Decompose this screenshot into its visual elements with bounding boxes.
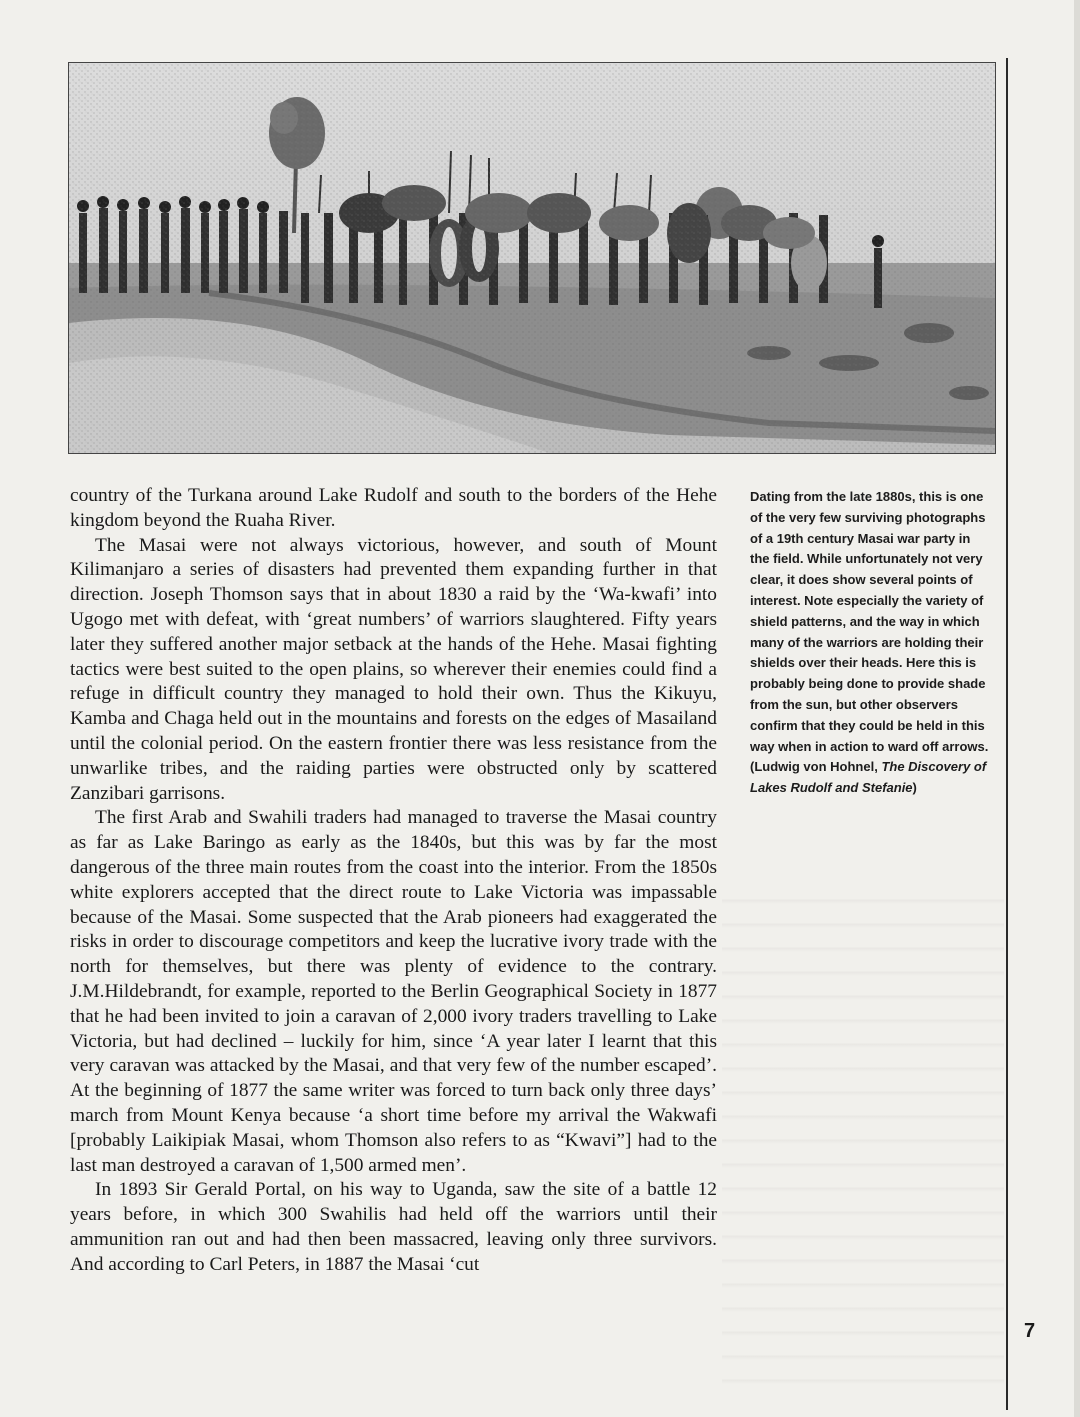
page-edge (1074, 0, 1080, 1417)
body-paragraph-1: country of the Turkana around Lake Rudolf and south to the borders of the Hehe kingdom beyond the Ruaha River. (70, 485, 717, 531)
margin-rule (1006, 58, 1008, 1410)
caption-book-title: The Discovery of Lakes Rudolf and Stefanie (750, 759, 987, 796)
body-paragraph-2: The Masai were not always victorious, however, and south of Mount Kilimanjaro a series of disasters had prevented them expanding further in that direction. Joseph Thomson says that in about 1830 a raid by the ‘Wa-kwafi’ into Ugogo met with defeat, with ‘great numbers’ of warriors slaughtered. Fifty years later they suffered another major setback at the hands of the Hehe. Masai fighting tactics were best suited to the open plains, so wherever their enemies could find a refuge in difficult country they managed to hold their own. Thus the Kikuyu, Kamba and Chaga held out in the mountains and forests on the edges of Masailand until the colonial period. On the eastern frontier there was less resistance from the unwarlike tribes, and the raiding parties were obstructed only by scattered Zanzibari garrisons. (70, 534, 717, 804)
body-text (70, 484, 717, 1278)
caption-close: ) (912, 780, 917, 796)
body-paragraph-4: In 1893 Sir Gerald Portal, on his way to Uganda, saw the site of a battle 12 years before, in which 300 Swahilis had held off the warriors until their ammunition ran out and had then been massacred, leaving only three survivors. And according to Carl Peters, in 1887 the Masai ‘cut (70, 1179, 717, 1275)
masai-war-party-photo (68, 62, 996, 454)
body-paragraph-3: The first Arab and Swahili traders had managed to traverse the Masai country as far as Lake Baringo as early as the 1840s, but this was by far the most dangerous of the three main routes from the coast into the interior. From the 1850s white explorers accepted that the direct route to Lake Victoria was impassable because of the Masai. Some suspected that the Arab pioneers had exaggerated the risks in order to discourage competitors and keep the lucrative ivory trade with the north for themselves, but there was plenty of evidence to the contrary. J.M.Hildebrandt, for example, reported to the Berlin Geographical Society in 1877 that he had been invited to join a caravan of 2,000 ivory traders travelling to Lake Victoria, but had declined – luckily for him, since ‘A year later I learnt that this very caravan was attacked by the Masai, and that very few of the number escaped’. At the beginning of 1877 the same writer was forced to turn back only three days’ march from Mount Kenya because ‘a short time before my arrival the Wakwafi [probably Laikipiak Masai, whom Thomson also refers to as “Kwavi”] had to the last man destroyed a caravan of 1,500 armed men’. (70, 807, 717, 1176)
photo-masai-war-party-icon (69, 63, 995, 453)
caption-lead: Dating from the late 1880s, this is one of the very few surviving photographs of a 19th century Masai war party in the field. While unfortunately not very clear, it does show several points of interest. Note especially the variety of shield patterns, and the way in which many of the warriors are holding their shields over their heads. Here this is probably being done to provide shade from the sun, but other observers confirm that they could be held in this way when in action to ward off arrows. (Ludwig von Hohnel, (750, 489, 989, 775)
show-through-texture (722, 880, 1004, 1400)
page-number: 7 (1024, 1320, 1036, 1342)
photo-caption (750, 487, 992, 799)
